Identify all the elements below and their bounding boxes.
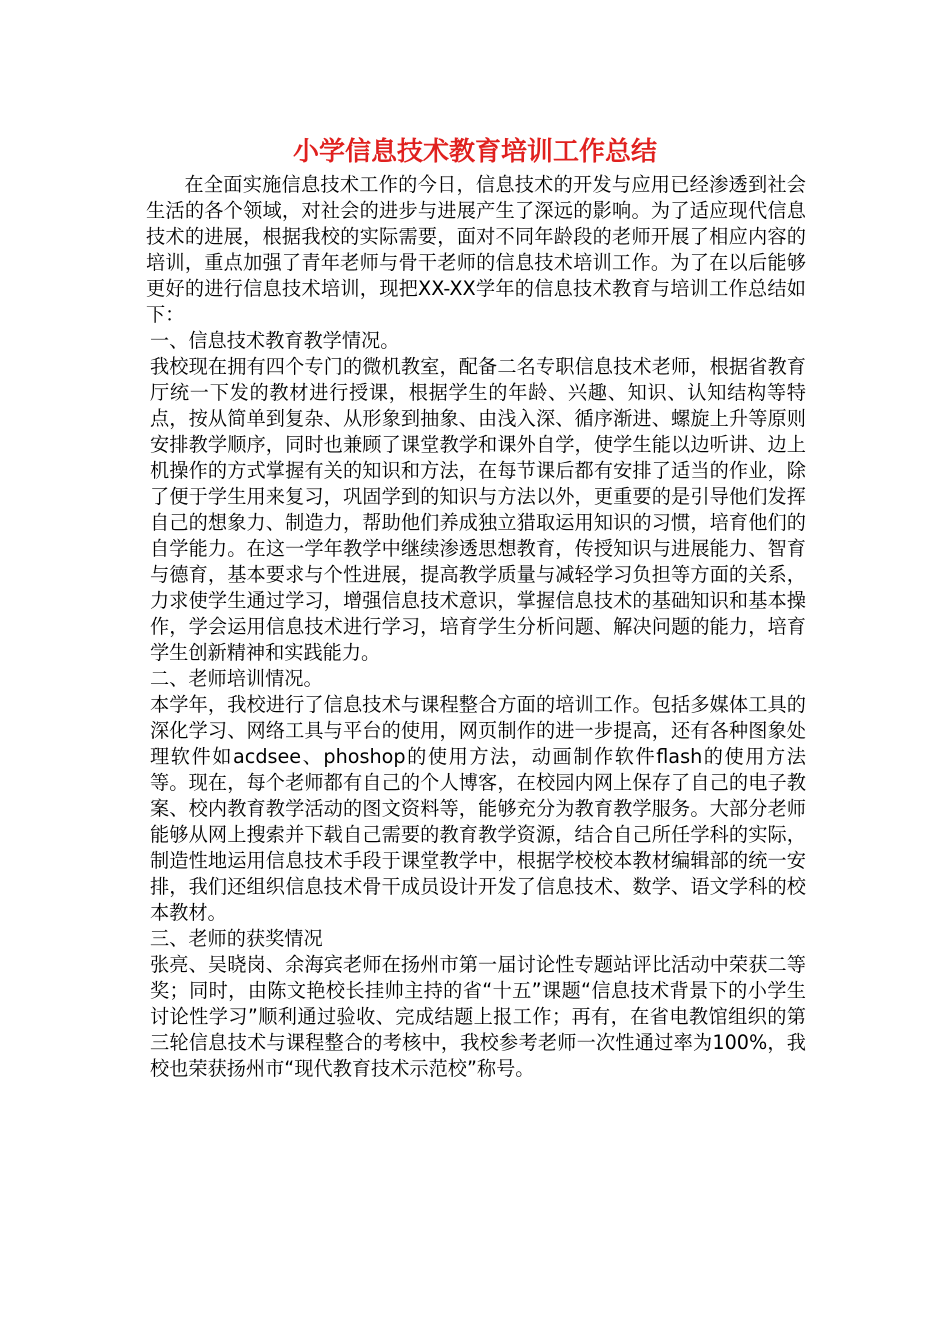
document-body — [146, 172, 806, 1082]
document-title: 小学信息技术教育培训工作总结 — [292, 137, 657, 167]
section-2-heading: 二、老师培训情况。 — [150, 667, 323, 690]
section-2-paragraph: 本学年，我校进行了信息技术与课程整合方面的培训工作。包括多媒体工具的深化学习、网络工具与平台的使用，网页制作的进一步提高，还有各种图象处理软件如acdsee、phoshop的使用方法，动画制作软件flash的使用方法等。现在，每个老师都有自己的个人博客，在校园内网上保存了自己的电子教案、校内教育教学活动的图文资料等，能够充分为教育教学服务。大部分老师能够从网上搜索并下载自己需要的教育教学资源，结合自己所任学科的实际，制造性地运用信息技术手段于课堂教学中，根据学校校本教材编辑部的统一安排，我们还组织信息技术骨干成员设计开发了信息技术、数学、语文学科的校本教材。 — [150, 693, 806, 924]
section-3-heading: 三、老师的获奖情况 — [150, 927, 323, 950]
section-1-paragraph: 我校现在拥有四个专门的微机教室，配备二名专职信息技术老师，根据省教育厅统一下发的教材进行授课，根据学生的年龄、兴趣、知识、认知结构等特点，按从简单到复杂、从形象到抽象、由浅入深、循序渐进、螺旋上升等原则安排教学顺序，同时也兼顾了课堂教学和课外自学，使学生能以边听讲、边上机操作的方式掌握有关的知识和方法，在每节课后都有安排了适当的作业，除了便于学生用来复习，巩固学到的知识与方法以外，更重要的是引导他们发挥自己的想象力、制造力，帮助他们养成独立猎取运用知识的习惯，培育他们的自学能力。在这一学年教学中继续渗透思想教育，传授知识与进展能力、智育与德育，基本要求与个性进展，提高教学质量与减轻学习负担等方面的关系，力求使学生通过学习，增强信息技术意识，掌握信息技术的基础知识和基本操作，学会运用信息技术进行学习，培育学生分析问题、解决问题的能力，培育学生创新精神和实践能力。 — [150, 355, 806, 664]
section-1-heading: 一、信息技术教育教学情况。 — [150, 329, 400, 352]
section-3-paragraph: 张亮、吴晓岗、余海宾老师在扬州市第一届讨论性专题站评比活动中荣获二等奖；同时，由陈文艳校长挂帅主持的省“十五”课题“信息技术背景下的小学生讨论性学习”顺利通过验收、完成结题上报工作；再有，在省电教馆组织的第三轮信息技术与课程整合的考核中，我校参考老师一次性通过率为100%，我校也荣获扬州市“现代教育技术示范校”称号。 — [150, 953, 806, 1080]
intro-paragraph: 在全面实施信息技术工作的今日，信息技术的开发与应用已经渗透到社会生活的各个领域，对社会的进步与进展产生了深远的影响。为了适应现代信息技术的进展，根据我校的实际需要，面对不同年龄段的老师开展了相应内容的培训，重点加强了青年老师与骨干老师的信息技术培训工作。为了在以后能够更好的进行信息技术培训，现把XX-XX学年的信息技术教育与培训工作总结如下： — [146, 173, 806, 326]
